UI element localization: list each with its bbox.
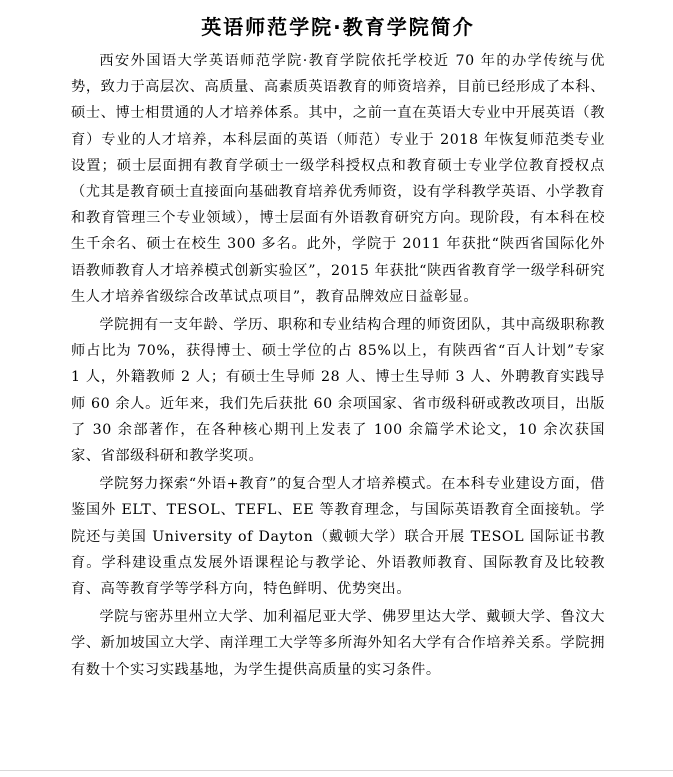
paragraph-overview: 西安外国语大学英语师范学院·教育学院依托学校近 70 年的办学传统与优势，致力于高层次、高质量、高素质英语教育的师资培养，目前已经形成了本科、硕士、博士相贯通的人才培养体系。其中，之前一直在英语大专业中开展英语（教育）专业的人才培养，本科层面的英语（师范）专业于 2018 年恢复师范类专业设置；硕士层面拥有教育学硕士一级学科授权点和教育硕士专业学位教育授权点（尤其是教育硕士直接面向基础教育培养优秀师资，设有学科教学英语、小学教育和教育管理三个专业领域），博士层面有外语教育研究方向。现阶段，有本科在校生千余名、硕士在校生 300 多名。此外，学院于 2011 年获批“陕西省国际化外语教师教育人才培养模式创新实验区”，2015 年获批“陕西省教育学一级学科研究生人才培养省级综合改革试点项目”，教育品牌效应日益彰显。 — [71, 53, 605, 305]
paragraph-partnerships: 学院与密苏里州立大学、加利福尼亚大学、佛罗里达大学、戴顿大学、鲁汶大学、新加坡国立大学、南洋理工大学等多所海外知名大学有合作培养关系。学院拥有数十个实习实践基地，为学生提供高质量的实习条件。 — [71, 609, 605, 678]
page-title: 英语师范学院·教育学院简介 — [201, 15, 475, 39]
paragraph-training-model: 学院努力探索“外语+教育”的复合型人才培养模式。在本科专业建设方面，借鉴国外 ELT、TESOL、TEFL、EE 等教育理念，与国际英语教育全面接轨。学院还与美国 University of Dayton（戴顿大学）联合开展 TESOL 国际证书教育。学科建设重点发展外语课程论与教学论、外语教师教育、国际教育及比较教育、高等教育学等学科方向，特色鲜明、优势突出。 — [71, 476, 605, 598]
document-page — [71, 14, 605, 685]
paragraph-faculty: 学院拥有一支年龄、学历、职称和专业结构合理的师资团队，其中高级职称教师占比为 70%，获得博士、硕士学位的占 85%以上，有陕西省“百人计划”专家 1 人，外籍教师 2 人；有硕士生导师 28 人、博士生导师 3 人、外聘教育实践导师 60 余人。近年来，我们先后获批 60 余项国家、省市级科研或教改项目，出版了 30 余部著作，在各种核心期刊上发表了 100 余篇学术论文，10 余次获国家、省部级科研和教学奖项。 — [71, 317, 605, 465]
page-bottom-divider — [0, 770, 673, 771]
